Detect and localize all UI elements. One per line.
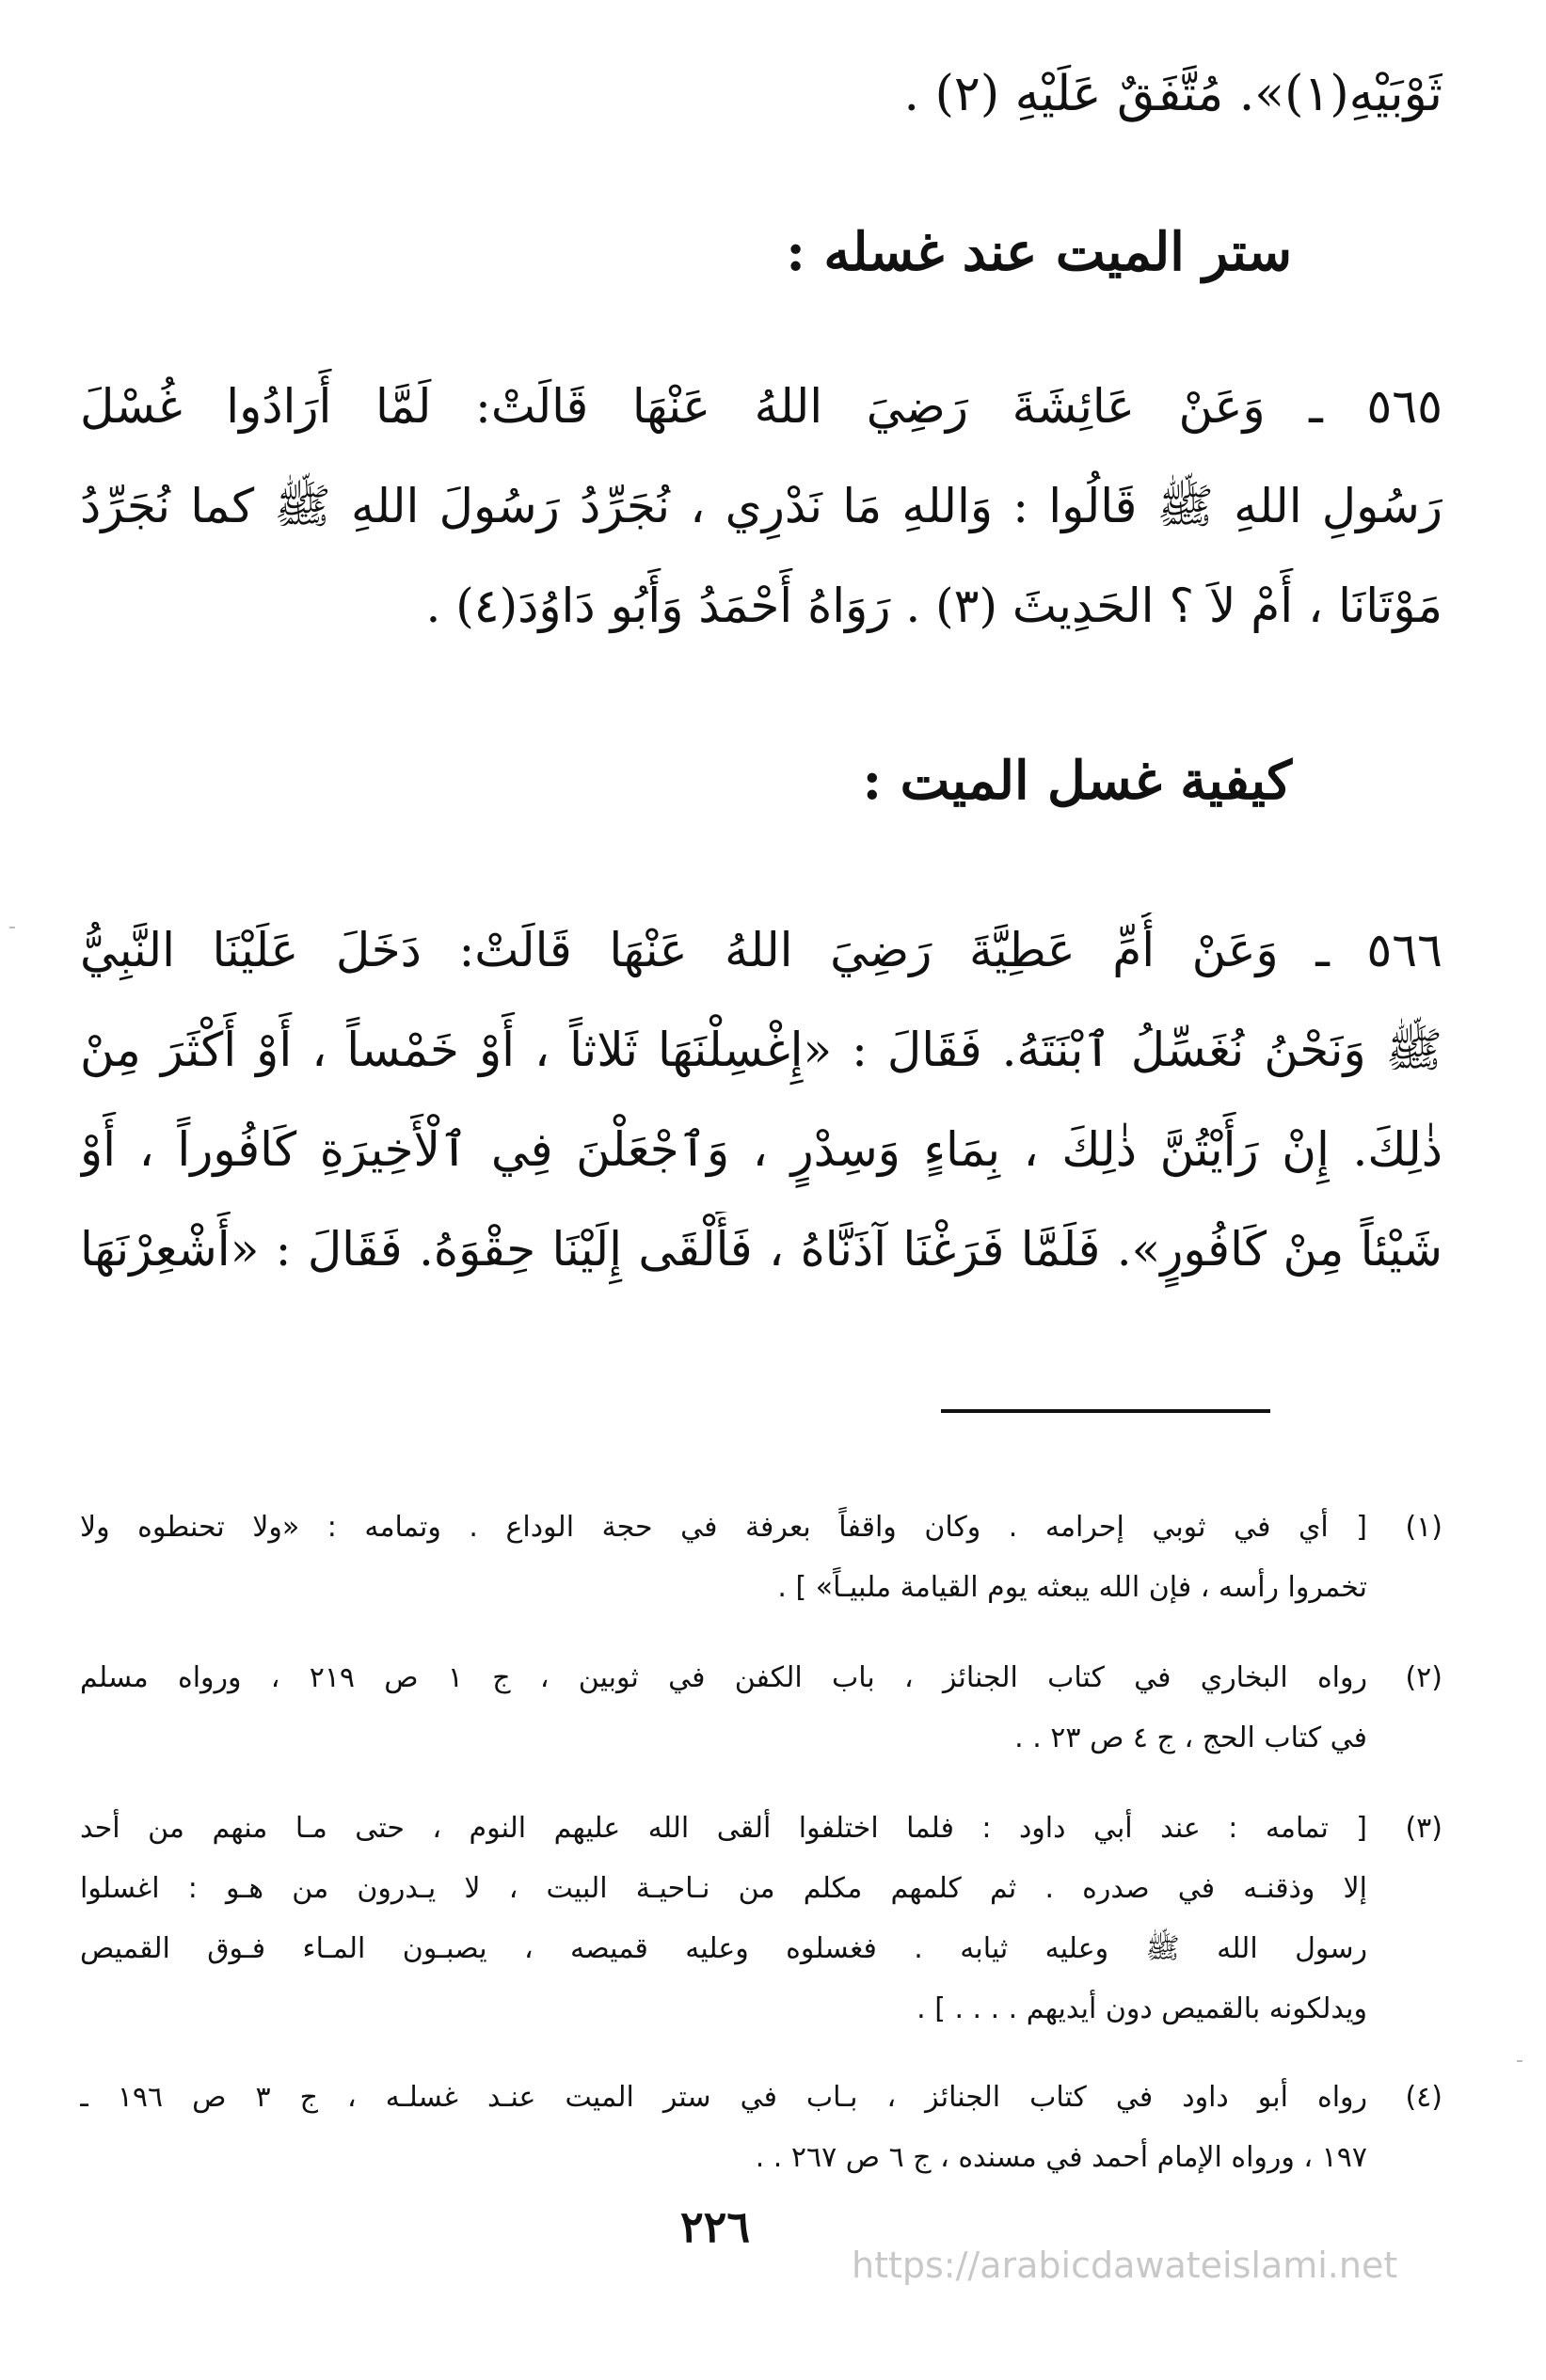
watermark-url: https://arabicdawateislami.net	[852, 2245, 1398, 2286]
footnote-3-line-2: إلا وذقنـه في صدره . ثم كلمهم مكلم من نـاحيـة البيت ، لا يـدرون من هـو : اغسلوا	[80, 1872, 1367, 1905]
footnote-2	[80, 1648, 1442, 1769]
hadith-566-line-3: ذٰلِكَ. إِنْ رَأَيْتُنَّ ذٰلِكَ ، بِمَاءٍ وَسِدْرٍ ، وَٱجْعَلْنَ فِي ٱلْأَخِيرَةِ كَافُوراً ، أَوْ	[80, 1122, 1442, 1177]
footnote-2-line-1: رواه البخاري في كتاب الجنائز ، باب الكفن في ثوبين ، ج ١ ص ٢١٩ ، ورواه مسلم	[80, 1661, 1367, 1694]
hadith-566-line-1: ٥٦٦ ـ وَعَنْ أُمِّ عَطِيَّةَ رَضِيَ اللهُ عَنْهَا قَالَتْ: دَخَلَ عَلَيْنَا النَّبِيُّ	[80, 923, 1442, 977]
footnote-3-line-1: [ تمامه : عند أبي داود : فلما اختلفوا ألقى الله عليهم النوم ، حتى مـا منهم من أحد	[80, 1812, 1367, 1845]
hadith-566-line-4: شَيْئاً مِنْ كَافُورٍ». فَلَمَّا فَرَغْنَا آذَنَّاهُ ، فَأَلْقَى إِلَيْنَا حِقْوَهُ. فَقَالَ : «أَشْعِرْنَهَا	[80, 1222, 1442, 1277]
hadith-566-line-2: ﷺ وَنَحْنُ نُغَسِّلُ ٱبْنَتَهُ. فَقَالَ : «إِغْسِلْنَهَا ثَلاثاً ، أَوْ خَمْساً ، أَوْ أَكْثَرَ مِنْ	[80, 1023, 1442, 1077]
section-heading-how-to-wash: كيفية غسل الميت :	[862, 750, 1292, 812]
hadith-565-line-1: ٥٦٥ ـ وَعَنْ عَائِشَةَ رَضِيَ اللهُ عَنْهَا قَالَتْ: لَمَّا أَرَادُوا غُسْلَ	[80, 379, 1442, 434]
footnote-3-line-4: ويدلكونه بالقميص دون أيديهم . . . . ] .	[916, 1992, 1367, 2025]
footnote-4-line-1: رواه أبو داود في كتاب الجنائز ، بـاب في ستر الميت عنـد غسلـه ، ج ٣ ص ١٩٦ ـ	[80, 2081, 1367, 2114]
footnote-3	[80, 1799, 1442, 2039]
footnote-2-number: (٢)	[1405, 1661, 1442, 1694]
hadith-565-line-3: مَوْتَانَا ، أَمْ لاَ ؟ الحَدِيثَ (٣) . رَوَاهُ أَحْمَدُ وَأَبُو دَاوُدَ(٤) .	[425, 579, 1442, 633]
footnote-1-line-2: تخمروا رأسه ، فإن الله يبعثه يوم القيامة ملبيـاً» ] .	[777, 1571, 1367, 1604]
scan-speck	[9, 927, 15, 928]
footnote-3-line-3: رسول الله ﷺ وعليه ثيابه . فغسلوه وعليه قميصه ، يصبـون المـاء فـوق القميص	[80, 1932, 1367, 1965]
page-number: ٢٢٦	[679, 2201, 751, 2252]
footnote-4-number: (٤)	[1405, 2081, 1442, 2114]
scan-speck	[1517, 2060, 1522, 2062]
carry-over-line: ثَوْبَيْهِ(١)». مُتَّفَقٌ عَلَيْهِ (٢) .	[903, 66, 1442, 122]
footnote-1-number: (١)	[1405, 1511, 1442, 1544]
footnote-4-line-2: ١٩٧ ، ورواه الإمام أحمد في مسنده ، ج ٦ ص ٢٦٧ . .	[755, 2141, 1367, 2174]
footnote-3-number: (٣)	[1405, 1812, 1442, 1845]
footnote-1-line-1: [ أي في ثوبي إحرامه . وكان واقفاً بعرفة في حجة الوداع . وتمامه : «ولا تحنطوه ولا	[80, 1511, 1367, 1544]
section-heading-shroud-while-washing: ستر الميت عند غسله :	[786, 221, 1292, 283]
footnote-2-line-2: في كتاب الحج ، ج ٤ ص ٢٣ . .	[1014, 1722, 1367, 1754]
footnote-4	[80, 2068, 1442, 2188]
footnote-separator	[941, 1409, 1270, 1413]
hadith-565-line-2: رَسُولِ اللهِ ﷺ قَالُوا : وَاللهِ مَا نَدْرِي ، نُجَرِّدُ رَسُولَ اللهِ ﷺ كما نُجَرِّدُ	[80, 479, 1442, 533]
footnote-1	[80, 1498, 1442, 1618]
